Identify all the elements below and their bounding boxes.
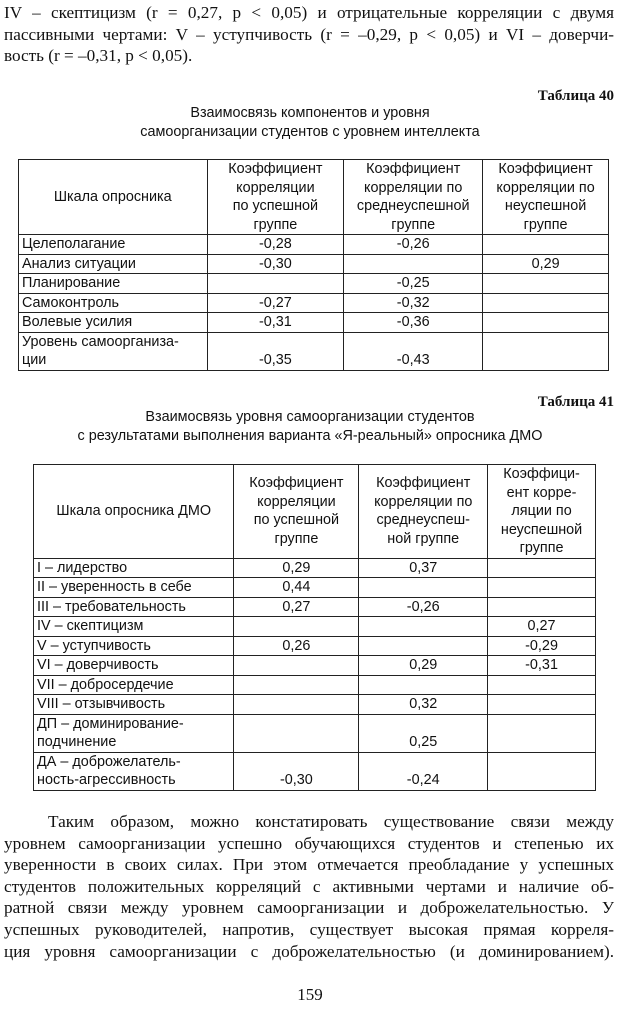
text-line: ратной связи между уровнем самоорганизации и доброжелательностью. У	[4, 898, 614, 918]
value-cell: -0,36	[344, 313, 483, 333]
table-row	[19, 332, 609, 370]
row-label-cell: ДА – доброжелатель- ность-агрессивность	[34, 752, 234, 790]
row-label-cell: ДП – доминирование- подчинение	[34, 714, 234, 752]
header-line: Шкала опросника ДМО	[56, 503, 212, 519]
table-row	[34, 636, 596, 656]
header-line: группе	[519, 540, 564, 556]
header-line: Шкала опросника	[53, 188, 172, 205]
value-cell	[207, 274, 344, 294]
table-row	[34, 617, 596, 637]
table-row	[34, 695, 596, 715]
bottom-paragraph	[4, 811, 614, 962]
value-cell	[488, 558, 596, 578]
header-line: группе	[253, 216, 298, 233]
table-row	[34, 752, 596, 790]
header-line: Коэффициент	[376, 475, 471, 492]
header-line: Коэффициент	[228, 161, 323, 177]
value-cell: -0,30	[207, 254, 344, 274]
page-number: 159	[297, 985, 323, 1004]
row-label-cell: Волевые усилия	[19, 313, 208, 333]
table-row	[34, 675, 596, 695]
table-row	[19, 235, 609, 255]
row-label-cell: Анализ ситуации	[19, 254, 208, 274]
value-cell	[483, 313, 609, 333]
header-line: группе	[391, 216, 436, 233]
top-paragraph	[4, 2, 614, 67]
value-cell	[488, 695, 596, 715]
value-cell	[234, 656, 359, 676]
header-line: Коэффициент	[366, 161, 461, 177]
table-title-line: Взаимосвязь уровня самоорганизации студентов	[145, 409, 475, 425]
table-40-title	[0, 104, 620, 142]
value-cell: -0,30	[234, 752, 359, 790]
value-cell: 0,27	[234, 597, 359, 617]
value-cell: 0,29	[359, 656, 488, 676]
table-row	[34, 656, 596, 676]
row-label-cell: II – уверенность в себе	[34, 578, 234, 598]
row-label-cell: V – уступчивость	[34, 636, 234, 656]
value-cell: 0,37	[359, 558, 488, 578]
text-line: уровнем самоорганизации успешно обучающихся студентов и степенью их	[4, 833, 614, 853]
table-40-label: Таблица 40	[537, 88, 614, 104]
header-line: Коэффици-	[503, 466, 580, 482]
text-line: вость (r = –0,31, p < 0,05).	[4, 46, 193, 66]
value-cell	[488, 597, 596, 617]
row-label-cell: IV – скептицизм	[34, 617, 234, 637]
value-cell: -0,25	[344, 274, 483, 294]
table-row	[34, 558, 596, 578]
header-line: по успешной	[232, 198, 319, 214]
header-line: Коэффициент	[249, 475, 344, 492]
row-label-cell: VII – добросердечие	[34, 675, 234, 695]
header-line: группе	[274, 530, 319, 547]
value-cell	[488, 578, 596, 598]
table-title-line: самоорганизации студентов с уровнем интеллекта	[140, 124, 480, 140]
table-title-line: Взаимосвязь компонентов и уровня	[190, 105, 430, 121]
value-cell: -0,27	[207, 293, 344, 313]
value-cell	[359, 578, 488, 598]
value-cell	[344, 254, 483, 274]
header-line: корреляции	[257, 493, 336, 510]
table-row	[19, 254, 609, 274]
header-line: неуспешной	[504, 198, 587, 214]
table-row	[34, 578, 596, 598]
value-cell	[234, 695, 359, 715]
header-line: ной группе	[387, 530, 460, 547]
value-cell: 0,44	[234, 578, 359, 598]
value-cell: -0,35	[207, 332, 344, 370]
table-row	[34, 597, 596, 617]
table-header-cell	[359, 465, 488, 559]
value-cell: -0,31	[207, 313, 344, 333]
table-header-cell	[488, 465, 596, 559]
header-line: по успешной	[253, 512, 340, 529]
value-cell	[488, 675, 596, 695]
text-line: успешных руководителей, напротив, существует высокая прямая корреля-	[4, 919, 614, 939]
text-line: пассивными чертами: V – уступчивость (r = –0,29, p < 0,05) и VI – доверчи-	[4, 24, 614, 44]
value-cell	[488, 752, 596, 790]
value-cell: 0,29	[483, 254, 609, 274]
value-cell	[359, 636, 488, 656]
row-label-cell: VI – доверчивость	[34, 656, 234, 676]
header-line: Коэффициент	[498, 161, 593, 177]
value-cell	[359, 617, 488, 637]
header-line: ляции по	[511, 503, 572, 519]
value-cell: 0,26	[234, 636, 359, 656]
header-line: корреляции по	[374, 493, 473, 510]
header-line: неуспешной	[500, 521, 583, 538]
value-cell	[234, 714, 359, 752]
value-cell: 0,29	[234, 558, 359, 578]
table-header-cell	[344, 160, 483, 235]
value-cell	[234, 617, 359, 637]
value-cell: -0,43	[344, 332, 483, 370]
table-header-cell	[207, 160, 344, 235]
table-title-line: с результатами выполнения варианта «Я-реальный» опросника ДМО	[77, 428, 543, 444]
row-label-cell: Самоконтроль	[19, 293, 208, 313]
header-line: корреляции	[236, 179, 315, 196]
header-line: среднеуспеш-	[376, 512, 470, 529]
table-row	[19, 313, 609, 333]
value-cell: 0,32	[359, 695, 488, 715]
table-41-label: Таблица 41	[537, 394, 614, 410]
table-row	[19, 293, 609, 313]
value-cell: -0,26	[344, 235, 483, 255]
table-41	[33, 464, 596, 791]
table-row	[34, 714, 596, 752]
value-cell: -0,24	[359, 752, 488, 790]
text-line: уверенности в своих силах. При этом отмечается преобладание у успешных	[4, 855, 614, 875]
table-header-cell	[483, 160, 609, 235]
value-cell: -0,29	[488, 636, 596, 656]
value-cell	[483, 293, 609, 313]
header-line: среднеуспешной	[356, 198, 470, 214]
row-label-cell: Планирование	[19, 274, 208, 294]
value-cell	[359, 675, 488, 695]
row-label-cell: I – лидерство	[34, 558, 234, 578]
table-41-title	[0, 408, 620, 446]
text-line: ция уровня самоорганизации с доброжелательностью (и доминированием).	[4, 941, 614, 961]
row-label-cell: VIII – отзывчивость	[34, 695, 234, 715]
value-cell	[483, 274, 609, 294]
value-cell: -0,26	[359, 597, 488, 617]
row-label-cell: Уровень самоорганиза- ции	[19, 332, 208, 370]
value-cell	[488, 714, 596, 752]
value-cell: -0,32	[344, 293, 483, 313]
header-line: корреляции по	[364, 179, 463, 196]
table-header-cell	[19, 160, 208, 235]
text-line: студентов положительных корреляций с активными чертами и наличие об-	[4, 876, 614, 896]
value-cell: 0,25	[359, 714, 488, 752]
text-line: IV – скептицизм (r = 0,27, p < 0,05) и отрицательные корреляции с двумя	[4, 3, 614, 22]
table-row	[19, 274, 609, 294]
value-cell: -0,31	[488, 656, 596, 676]
table-header-row	[19, 160, 609, 235]
header-line: ент корре-	[506, 484, 577, 501]
table-header-cell	[34, 465, 234, 559]
value-cell	[483, 235, 609, 255]
table-40	[18, 159, 609, 371]
header-line: группе	[523, 216, 568, 233]
table-header-row	[34, 465, 596, 559]
row-label-cell: III – требовательность	[34, 597, 234, 617]
text-line: Таким образом, можно констатировать существование связи между	[48, 812, 614, 831]
value-cell	[234, 675, 359, 695]
value-cell: -0,28	[207, 235, 344, 255]
row-label-cell: Целеполагание	[19, 235, 208, 255]
header-line: корреляции по	[496, 179, 595, 196]
value-cell: 0,27	[488, 617, 596, 637]
table-header-cell	[234, 465, 359, 559]
value-cell	[483, 332, 609, 370]
